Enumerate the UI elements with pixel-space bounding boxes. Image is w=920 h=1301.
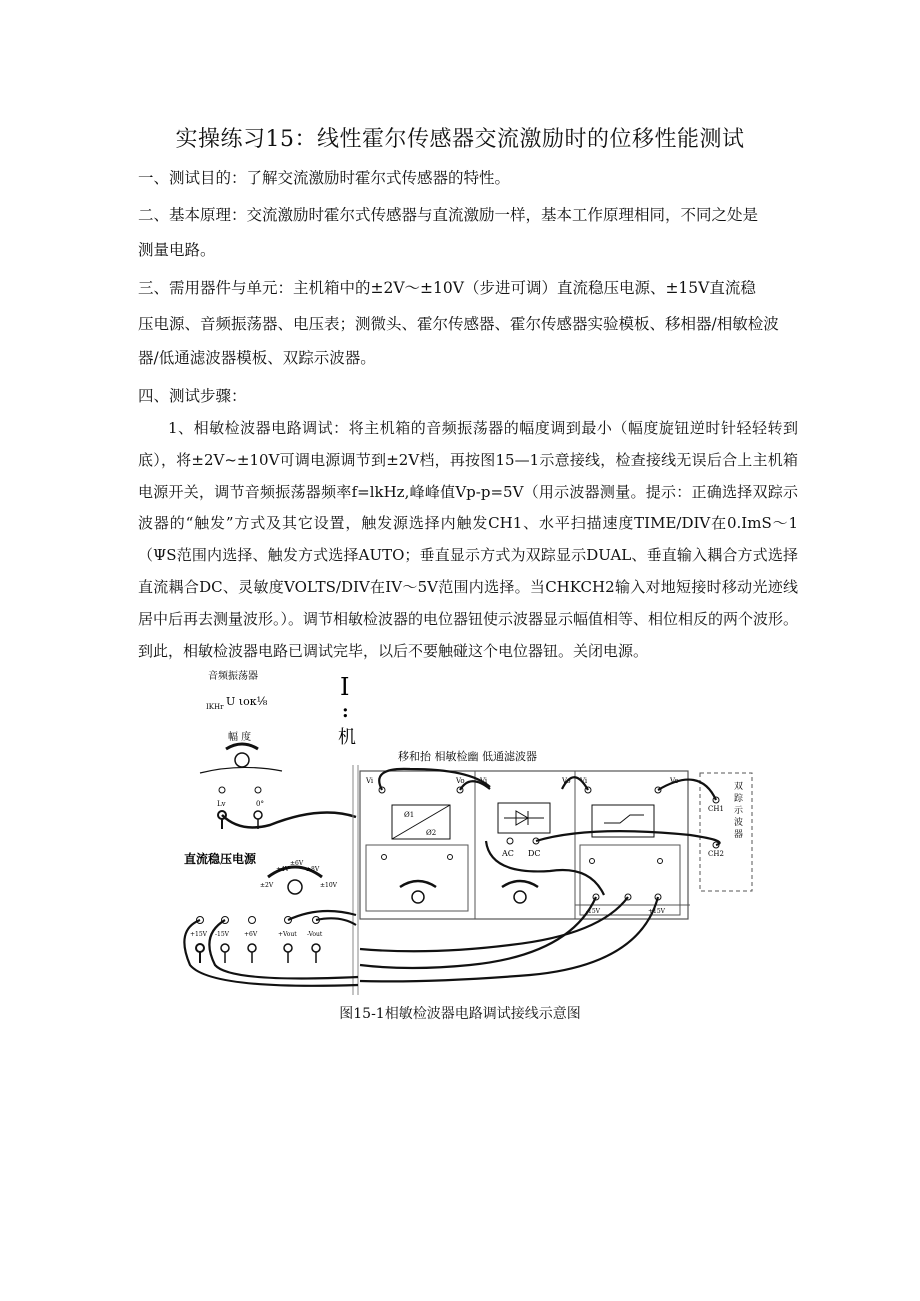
terminal-label-p15v: +15V bbox=[190, 931, 207, 938]
terminal-label-p6v: +6V bbox=[244, 931, 258, 938]
section-equipment-cont2: 器/低通滤波器模板、双踪示波器。 bbox=[138, 349, 376, 367]
section-equipment-cont1: 压电源、音频振荡器、电压表；测微头、霍尔传感器、霍尔传感器实验模板、移相器/相敏检波 bbox=[138, 315, 779, 333]
audio-oscillator-label: 音频振荡器 bbox=[208, 671, 258, 682]
wire-rail-m15 bbox=[360, 897, 596, 968]
dc-label: DC bbox=[528, 849, 541, 858]
wire-dc-ch2 bbox=[536, 831, 720, 845]
wire-filter-ch1 bbox=[658, 780, 716, 800]
dial-10v: ±10V bbox=[320, 882, 337, 889]
zero-jack bbox=[254, 811, 262, 819]
plus15v-label: +15V bbox=[648, 908, 665, 915]
panel-curve bbox=[200, 767, 282, 773]
lv-terminal bbox=[219, 787, 225, 793]
dial-8v: ±8V bbox=[306, 866, 320, 873]
host-label-ji: 机 bbox=[338, 727, 356, 748]
terminal-label-pvout: +Vout bbox=[278, 931, 297, 938]
wiring-diagram bbox=[170, 665, 770, 995]
terminal-label-m15v: -15V bbox=[215, 931, 229, 938]
host-label-i: I bbox=[340, 673, 350, 701]
figure-caption: 图15-1相敏检波器电路调试接线示意图 bbox=[339, 1006, 581, 1022]
vo-label-2: Vo bbox=[562, 777, 571, 785]
phi1-label: Ø1 bbox=[404, 811, 415, 819]
dial-4v: ±4V bbox=[276, 866, 290, 873]
ch1-label: CH1 bbox=[708, 805, 724, 813]
scope-char-3: 示 bbox=[734, 806, 744, 816]
dial-6v: ±6V bbox=[290, 860, 304, 867]
oscilloscope-box bbox=[700, 773, 752, 891]
section-equipment: 三、需用器件与单元：主机箱中的±2V～±10V（步进可调）直流稳压电源、±15V直流稳 bbox=[138, 279, 756, 297]
ac-label: AC bbox=[502, 849, 514, 858]
host-label-colon: : bbox=[342, 701, 349, 722]
vi-label-3: Vi bbox=[580, 777, 588, 785]
freq-label: U ιoκ⅛ bbox=[226, 695, 268, 708]
section-principle: 二、基本原理：交流激励时霍尔式传感器与直流激励一样，基本工作原理相同，不同之处是 bbox=[138, 206, 759, 224]
scope-char-5: 器 bbox=[734, 830, 744, 840]
phase-knob bbox=[412, 891, 424, 903]
zero-label: 0° bbox=[256, 800, 264, 808]
phi2-label: Ø2 bbox=[426, 829, 437, 837]
ch2-label: CH2 bbox=[708, 850, 724, 858]
wire-oscillator-out bbox=[222, 813, 356, 828]
wires bbox=[184, 769, 719, 986]
minus15v-label: -15V bbox=[586, 908, 600, 915]
vo-label-3: Vo bbox=[670, 777, 679, 785]
terminal-label-mvout: -Vout bbox=[307, 931, 323, 938]
vo-label-1: Vo bbox=[456, 777, 465, 785]
amplitude-dial-arc bbox=[226, 744, 258, 749]
step-1-paragraph: 1、相敏检波器电路调试：将主机箱的音频振荡器的幅度调到最小（幅度旋钮逆时针轻轻转到底），将±2V~±10V可调电源调节到±2V档，再按图15—1示意接线，检查接线无误后合上主机箱电源开关，调节音频振荡器频率f=lkHz,峰峰值Vp-p=5V（用示波器测量。提示：正确选择双踪示波器的“触发”方式及其它设置，触发源选择内触发CH1、水平扫描速度TIME/DIV在0.ImS～1（ΨS范围内选择、触发方式选择AUTO；垂直显示方式为双踪显示DUAL、垂直输入耦合方式选择直流耦合DC、灵敏度VOLTS/DIV在IV～5V范围内选择。当CHKCH2输入对地短接时移动光迹线居中后再去测量波形。）。调节相敏检波器的电位器钮使示波器显示幅值相等、相位相反的两个波形。到此，相敏检波器电路已调试完毕，以后不要触碰这个电位器钮。关闭电源。 bbox=[138, 419, 799, 660]
page-title: 实操练习15：线性霍尔传感器交流激励时的位移性能测试 bbox=[175, 127, 745, 152]
section-steps: 四、测试步骤： bbox=[138, 387, 247, 405]
section-purpose: 一、测试目的：了解交流激励时霍尔式传感器的特性。 bbox=[138, 169, 511, 187]
section-principle-cont: 测量电路。 bbox=[138, 241, 216, 259]
detector-knob bbox=[514, 891, 526, 903]
scope-char-2: 踪 bbox=[734, 794, 744, 804]
amplitude-knob bbox=[235, 753, 249, 767]
scope-char-4: 波 bbox=[734, 818, 744, 828]
amplitude-label: 幅 度 bbox=[228, 732, 252, 743]
dc-supply-label: 直流稳压电源 bbox=[184, 852, 257, 866]
zero-terminal bbox=[255, 787, 261, 793]
terminal-p6v bbox=[249, 917, 256, 924]
dial-2v: ±2V bbox=[260, 882, 274, 889]
vi-label-2: Vi bbox=[480, 777, 488, 785]
vi-label-1: Vi bbox=[366, 777, 374, 785]
module-label: 移和抬 相敏检幽 低通滤波器 bbox=[398, 750, 537, 763]
scope-char-1: 双 bbox=[734, 782, 744, 792]
voltage-knob bbox=[288, 880, 302, 894]
lv-label: Lv bbox=[217, 800, 226, 808]
wire-vi-phase bbox=[379, 769, 490, 790]
freq-small-label: IKHr bbox=[206, 703, 224, 711]
wire-mvout bbox=[316, 918, 356, 925]
